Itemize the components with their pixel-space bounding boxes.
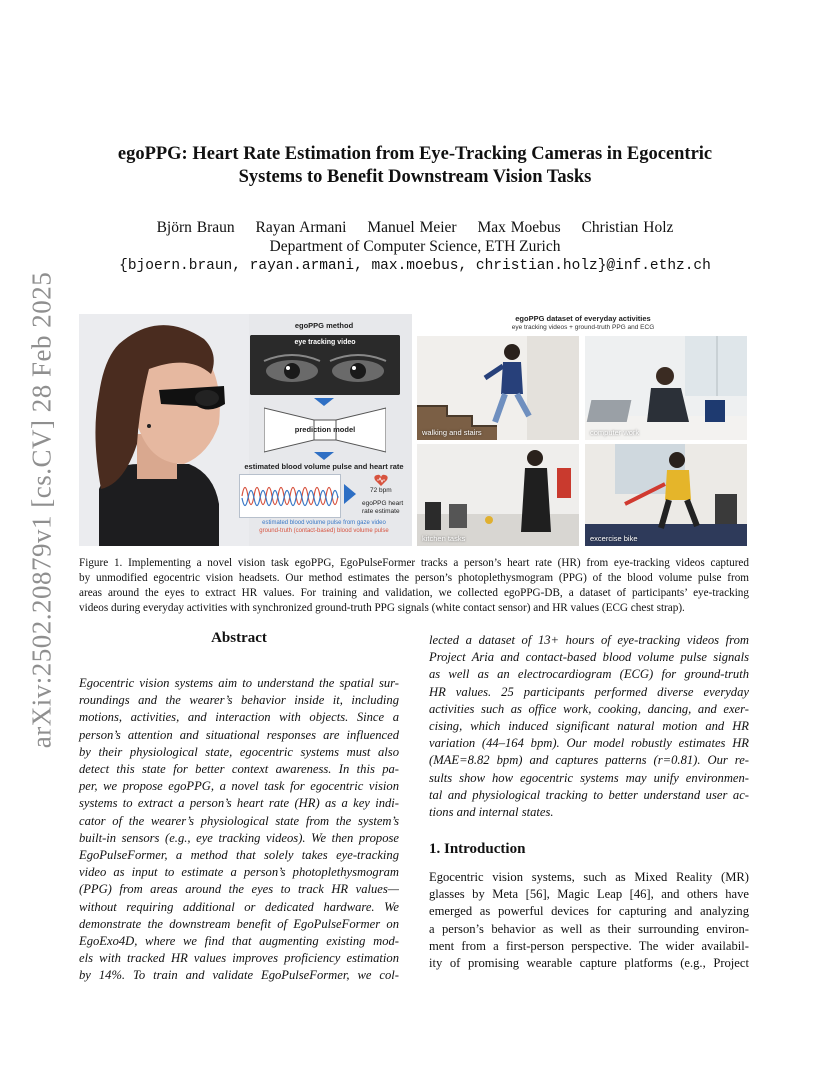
kitchen-photo: [417, 444, 579, 546]
text-line: roundings and the wearer’s behavior inside it, including: [79, 693, 399, 708]
method-overview-panel: [79, 314, 412, 546]
abstract-text-right: [429, 632, 749, 821]
text-line: a person’s behavior as well as their surrounding environ-: [429, 921, 749, 936]
paper-title: [90, 143, 740, 189]
text-line: demonstrate the downstream benefit of EgoPulseFormer on: [79, 916, 399, 931]
method-diagram: [236, 314, 412, 546]
text-line: as well as an electrocardiogram (ECG) for ground-truth: [429, 667, 749, 682]
text-line: video as input to estimate a person’s photoplethysmogram: [79, 865, 399, 880]
abstract-heading: Abstract: [211, 630, 267, 646]
down-arrow-icon: [314, 452, 334, 460]
exercise-bike-photo: [585, 444, 747, 546]
affiliation: Department of Computer Science, ETH Zurich: [269, 238, 561, 255]
dataset-title: egoPPG dataset of everyday activities: [515, 314, 651, 323]
text-line: ment from a first-person perspective. The wider availabil-: [429, 938, 749, 953]
text-line: activities such as office work, cooking, dancing, and exer-: [429, 701, 749, 716]
title-line: Systems to Benefit Downstream Vision Tasks: [238, 167, 592, 187]
text-line: tions and internal states.: [429, 805, 554, 820]
legend-ground-truth: ground-truth (contact-based) blood volume pulse: [259, 528, 389, 534]
hr-caption: egoPPG heart rate estimate: [362, 500, 404, 515]
text-line: cising, which induced significant natural motion and HR: [429, 719, 749, 734]
tile-label: excercise bike: [590, 534, 638, 543]
tile-exercise-bike: [585, 444, 747, 546]
arrow-right-icon: [344, 484, 356, 504]
hr-value: 72 bpm: [370, 487, 392, 494]
caption-line: areas around the eyes to extract HR values. For training and validation, we collected egoPPG-DB, a dataset of participants’ eye-tracking: [79, 587, 749, 599]
tile-computer-work: [585, 336, 747, 440]
text-line: per, we propose egoPPG, a novel task for egocentric vision: [79, 779, 399, 794]
tile-label: walking and stairs: [422, 428, 482, 437]
teaser-figure: [79, 314, 749, 546]
text-line: Egocentric vision systems aim to understand the spatial sur-: [79, 676, 399, 690]
tile-label: kitchen tasks: [422, 534, 466, 543]
text-line: EgoPulseFormer, a method that solely takes eye-tracking: [79, 848, 399, 863]
ppg-waveform: [240, 475, 340, 517]
hr-estimate: [344, 474, 410, 522]
bvp-hr-label: estimated blood volume pulse and heart rate: [244, 462, 404, 471]
caption-line: videos during everyday activities with synchronized ground-truth PPG signals (white contact sensor) and HR values (ECG chest strap).: [79, 602, 685, 614]
abstract-text-left: [79, 675, 399, 985]
text-line: Egocentric vision systems, such as Mixed Reality (MR): [429, 870, 749, 884]
method-title: egoPPG method: [294, 321, 354, 330]
caption-line: Figure 1. Implementing a novel vision task egoPPG, EgoPulseFormer tracks a person’s heart rate (HR) from eye-tracking videos captured: [79, 557, 749, 569]
text-line: variation (44–164 bpm). Our model robustly estimates HR: [429, 736, 749, 751]
author-name: Manuel Meier: [367, 219, 457, 236]
text-line: built-in sensors (e.g., eye tracking videos). We then propose: [79, 830, 399, 845]
text-line: glasses by Meta [56], Magic Leap [46], and others have: [429, 887, 749, 902]
text-line: ity of promising wearable capture platforms (e.g., Project: [429, 956, 749, 971]
caption-line: by unmodified egocentric vision headsets. Our method estimates the person’s photoplethysmogram (PPG) of the blood volume pulse from: [79, 572, 749, 584]
author-name: Rayan Armani: [255, 219, 347, 236]
section-heading-introduction: 1. Introduction: [429, 841, 526, 857]
tile-label: computer work: [590, 428, 640, 437]
text-line: by their physiological state, egocentric systems must also: [79, 744, 399, 759]
text-line: els with tracked HR values improves proficiency estimation: [79, 951, 399, 966]
text-line: detect this state for better context awareness. In this pa-: [79, 762, 399, 777]
text-line: (PPG) from areas around the eyes to track HR values—: [79, 882, 399, 897]
text-line: tal and physiological tracking to better understand user ac-: [429, 787, 749, 802]
author-emails: {bjoern.braun, rayan.armani, max.moebus, christian.holz}@inf.ethz.ch: [119, 258, 711, 274]
tile-kitchen-tasks: [417, 444, 579, 546]
eye-tracking-video: [250, 335, 400, 395]
heart-icon: [374, 474, 388, 487]
prediction-model-block: [264, 404, 386, 456]
figure-caption: [79, 556, 749, 616]
text-line: emerged as powerful devices for capturing and analyzing: [429, 904, 749, 919]
text-line: cator of the wearer’s physiological state from the system’s: [79, 813, 399, 828]
text-line: EgoExo4D, where we find that augmenting existing mod-: [79, 934, 399, 949]
text-line: person’s attention and situational responses are influenced: [79, 727, 399, 742]
text-line: by 14%. To train and validate EgoPulseFormer, we col-: [79, 968, 399, 983]
tile-walking-and-stairs: [417, 336, 579, 440]
text-line: lected a dataset of 13+ hours of eye-tracking videos from: [429, 633, 749, 647]
text-line: without requiring additional or dedicated hardware. We: [79, 899, 399, 914]
legend-estimated: estimated blood volume pulse from gaze video: [262, 520, 386, 526]
arxiv-identifier-stamp: arXiv:2502.20879v1 [cs.CV] 28 Feb 2025: [26, 271, 57, 749]
author-name: Max Moebus: [477, 219, 561, 236]
dataset-panel: [417, 314, 749, 546]
computer-work-photo: [585, 336, 747, 440]
introduction-text: [429, 869, 749, 972]
title-line: egoPPG: Heart Rate Estimation from Eye-Tracking Cameras in Egocentric: [117, 144, 713, 164]
text-line: HR values. 25 participants performed diverse everyday: [429, 684, 749, 699]
participant-photo: [79, 314, 249, 546]
dataset-subtitle: eye tracking videos + ground-truth PPG and ECG: [511, 324, 655, 331]
walking-photo: [417, 336, 579, 440]
text-line: systems to extract a person’s heart rate (HR) as a key indi-: [79, 796, 399, 811]
ppg-waveform-plot: [239, 474, 341, 518]
author-name: Christian Holz: [581, 219, 674, 236]
text-line: Project Aria and contact-based blood volume pulse signals: [429, 650, 749, 665]
prediction-model-label: prediction model: [294, 425, 356, 434]
text-line: sults show how egocentric systems may unify environmen-: [429, 770, 749, 785]
author-name: Björn Braun: [156, 219, 235, 236]
text-line: motions, activities, and interaction with objects. Since a: [79, 710, 399, 725]
eye-video-label: eye tracking video: [294, 339, 356, 346]
text-line: (MAE=8.82 bpm) and captures patterns (r=0.81). Our re-: [429, 753, 749, 768]
author-list: [90, 219, 740, 237]
